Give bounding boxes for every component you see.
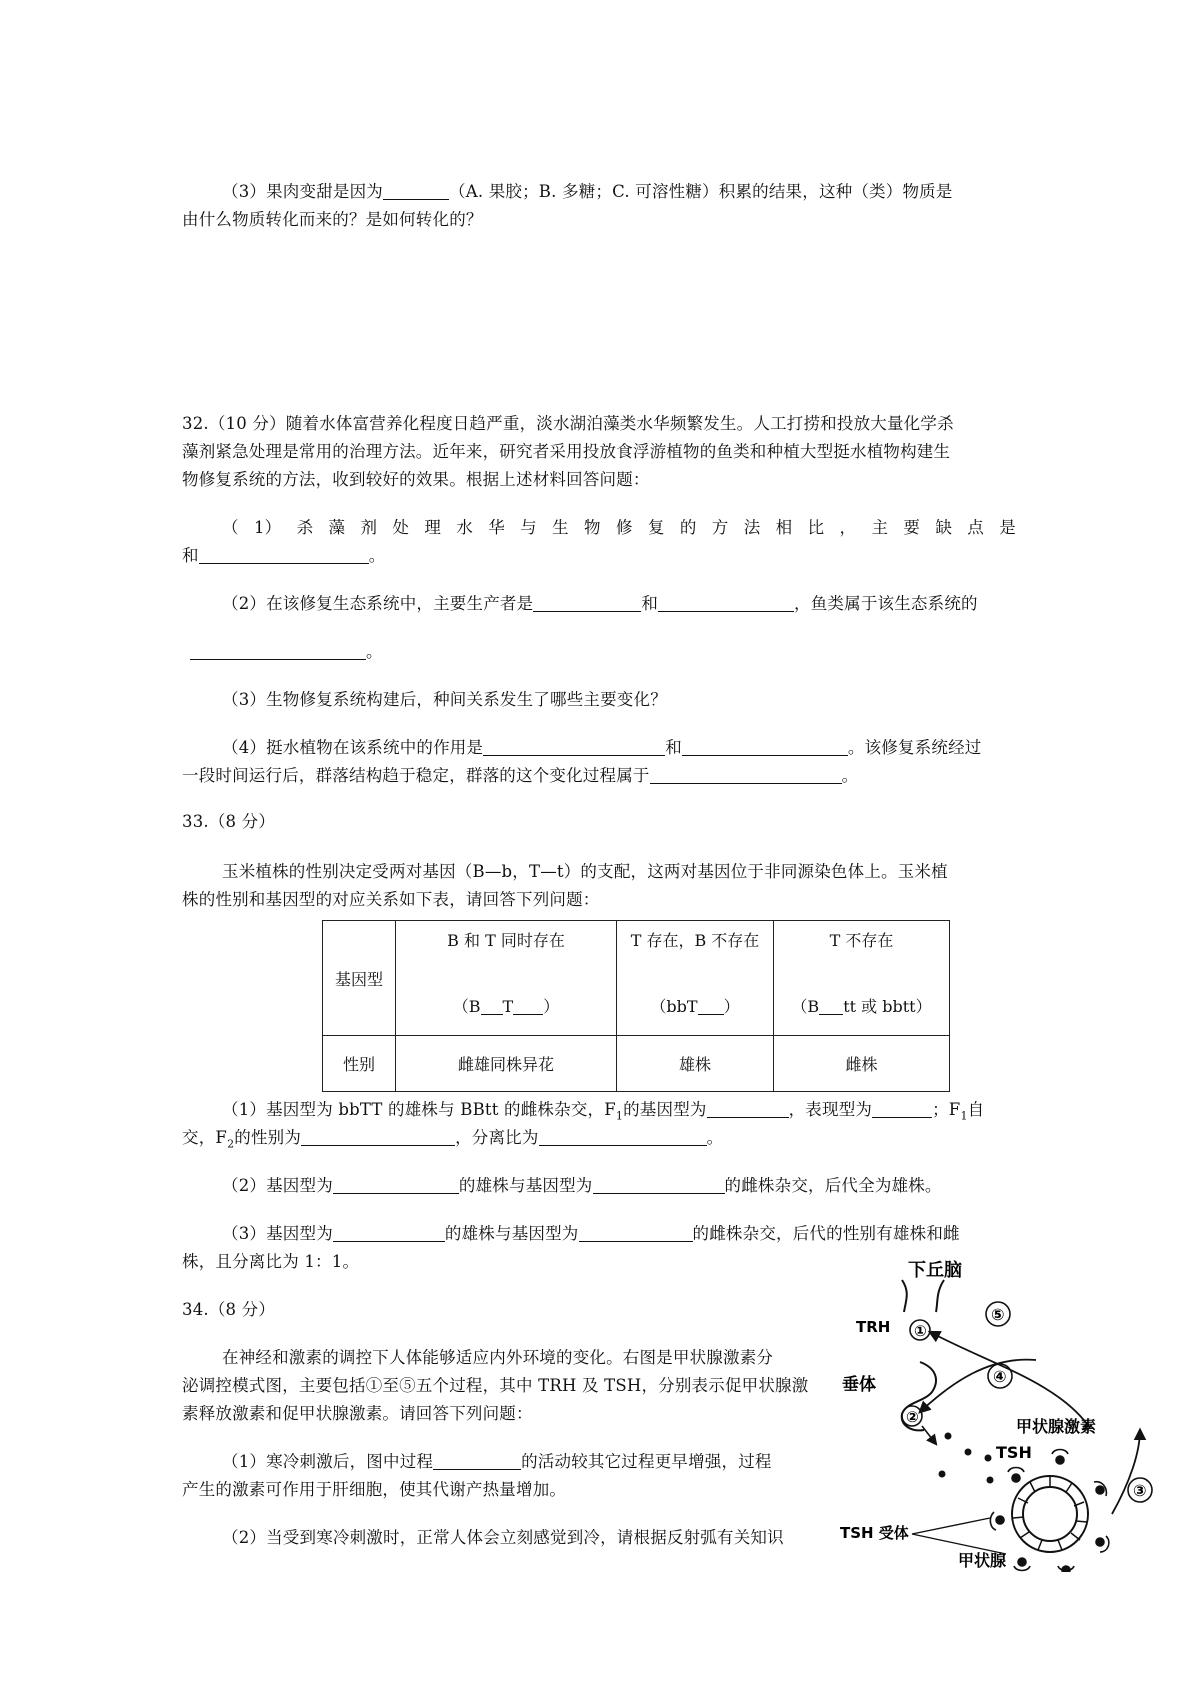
answer-blank[interactable] xyxy=(682,738,848,756)
table-row-label-sex: 性别 xyxy=(323,1036,396,1092)
q32-sub1-line2: 和 。 xyxy=(182,546,386,565)
spread-char: 1） xyxy=(253,518,282,537)
q31-3-line1: （3）果肉变甜是因为 （A. 果胶；B. 多糖；C. 可溶性糖）积累的结果，这种（类）物质是 xyxy=(222,182,953,201)
q33-intro-line1: 玉米植株的性别决定受两对基因（B—b，T—t）的支配，这两对基因位于非同源染色体上。玉米植 xyxy=(222,862,948,881)
q33-sub2: （2）基因型为 的雄株与基因型为 的雌株杂交，后代全为雄株。 xyxy=(222,1176,942,1195)
answer-blank[interactable] xyxy=(199,546,369,564)
spread-char: 华 xyxy=(488,518,505,537)
arrow-2 xyxy=(922,1426,936,1444)
spread-char: 复 xyxy=(647,518,665,537)
spread-char: 点 xyxy=(967,518,984,537)
thyroid-label: 甲状腺 xyxy=(958,1551,1007,1570)
spread-char: 藻 xyxy=(328,518,346,537)
spread-char: 与 xyxy=(520,518,537,537)
answer-blank[interactable] xyxy=(483,738,665,756)
spread-char: 比 xyxy=(807,518,825,537)
q32-sub4-line2: 一段时间运行后，群落结构趋于稳定，群落的这个变化过程属于 。 xyxy=(182,766,859,785)
tsh-receptors xyxy=(990,1450,1109,1573)
step-2-label: ② xyxy=(906,1408,919,1426)
table-cell: T 不存在 （B tt 或 bbtt） xyxy=(774,921,950,1036)
q32-sub3: （3）生物修复系统构建后，种间关系发生了哪些主要变化？ xyxy=(222,690,667,709)
spread-char: ， xyxy=(839,518,857,537)
step-1-label: ① xyxy=(914,1322,927,1340)
tsh-dot xyxy=(939,1471,946,1478)
step-5-label: ⑤ xyxy=(991,1305,1005,1324)
answer-blank[interactable] xyxy=(481,997,503,1015)
q32-sub2-line2: 。 xyxy=(190,638,383,662)
spread-char: 修 xyxy=(615,518,633,537)
table-cell: 雌雄同株异花 xyxy=(396,1036,617,1092)
q32-sub4-line1: （4）挺水植物在该系统中的作用是 和 。该修复系统经过 xyxy=(222,738,982,757)
table-row-label-genotype: 基因型 xyxy=(323,921,396,1036)
q33-intro-line2: 株的性别和基因型的对应关系如下表，请回答下列问题： xyxy=(182,890,600,909)
spread-char: 是 xyxy=(999,518,1016,537)
answer-blank[interactable] xyxy=(533,594,641,612)
q33-sub1-line2: 交，$F_2$的性别为 ，分离比为 。 xyxy=(182,1128,724,1151)
answer-blank[interactable] xyxy=(579,1224,693,1242)
tsh-dot xyxy=(945,1433,952,1440)
spread-char: 生 xyxy=(552,518,569,537)
step-4-label: ④ xyxy=(993,1367,1007,1386)
spread-char: 杀 xyxy=(296,518,314,537)
tsh-receptor-label: TSH 受体 xyxy=(840,1524,909,1542)
answer-blank[interactable] xyxy=(707,1100,789,1118)
answer-blank[interactable] xyxy=(383,182,449,200)
q33-sub3-line2: 株，且分离比为 1：1。 xyxy=(182,1252,360,1271)
spread-char: 主 xyxy=(871,518,889,537)
table-cell: 雌株 xyxy=(774,1036,950,1092)
q32-sub2-line1: （2）在该修复生态系统中，主要生产者是 和 ，鱼类属于该生态系统的 xyxy=(222,594,978,613)
spread-char: 剂 xyxy=(360,518,378,537)
q34-sub1-line2: 产生的激素可作用于肝细胞，使其代谢产热量增加。 xyxy=(182,1480,567,1499)
thyroid-hormone-label: 甲状腺激素 xyxy=(1016,1417,1097,1436)
pituitary-label: 垂体 xyxy=(842,1375,876,1395)
q32-stem-line2: 藻剂紧急处理是常用的治理方法。近年来，研究者采用投放食浮游植物的鱼类和种植大型挺水植物构建生 xyxy=(182,442,951,461)
spread-char: 水 xyxy=(456,518,473,537)
spread-char: 的 xyxy=(679,518,697,537)
q34-stem-line3: 素释放激素和促甲状腺激素。请回答下列问题： xyxy=(182,1404,533,1423)
tsh-dot xyxy=(987,1477,994,1484)
table-cell: B 和 T 同时存在 （B T ） xyxy=(396,921,617,1036)
q33-sub1-line1: （1）基因型为 bbTT 的雄株与 BBtt 的雌株杂交，$F_1$的基因型为 ，表现型为 ；$F_1$自 xyxy=(222,1100,985,1123)
q33-sub3-line1: （3）基因型为 的雄株与基因型为 的雌株杂交，后代的性别有雄株和雌 xyxy=(222,1224,960,1243)
q32-stem-line1: 32.（10 分）随着水体富营养化程度日趋严重，淡水湖泊藻类水华频繁发生。人工打捞和投放大量化学杀 xyxy=(182,414,954,433)
q33-heading: 33.（8 分） xyxy=(182,812,276,831)
answer-blank[interactable] xyxy=(433,1452,521,1470)
answer-blank[interactable] xyxy=(698,997,724,1015)
answer-blank[interactable] xyxy=(650,766,842,784)
genotype-table xyxy=(322,920,950,1092)
tsh-dot xyxy=(985,1455,992,1462)
spread-char: 理 xyxy=(424,518,442,537)
answer-blank[interactable] xyxy=(301,1128,455,1146)
spread-char: 法 xyxy=(743,518,761,537)
thyroid-follicle-inner xyxy=(1023,1487,1077,1541)
answer-blank[interactable] xyxy=(872,1100,932,1118)
answer-blank[interactable] xyxy=(593,1176,725,1194)
q32-stem-line3: 物修复系统的方法，收到较好的效果。根据上述材料回答问题： xyxy=(182,470,650,489)
hypothalamus-label: 下丘脑 xyxy=(908,1260,962,1281)
tsh-dot xyxy=(965,1449,972,1456)
q32-sub1-line1 xyxy=(222,514,1016,538)
spread-char: 要 xyxy=(903,518,921,537)
spread-char: 物 xyxy=(584,518,601,537)
spread-char: 缺 xyxy=(935,518,953,537)
q31-3-line2: 由什么物质转化而来的？是如何转化的？ xyxy=(182,210,483,229)
spread-char: 相 xyxy=(775,518,793,537)
spread-char: 方 xyxy=(711,518,729,537)
q34-heading: 34.（8 分） xyxy=(182,1300,276,1319)
receptor-pointer-lines xyxy=(912,1518,1006,1554)
table-cell: 雄株 xyxy=(617,1036,774,1092)
spread-char: 处 xyxy=(392,518,410,537)
q34-stem-line2: 泌调控模式图，主要包括①至⑤五个过程，其中 TRH 及 TSH，分别表示促甲状腺激 xyxy=(182,1376,809,1395)
trh-label: TRH xyxy=(856,1318,891,1336)
answer-blank[interactable] xyxy=(819,997,843,1015)
spread-char: （ xyxy=(222,518,239,537)
hypothalamus-shape xyxy=(902,1280,944,1312)
arrow-5 xyxy=(930,1332,1090,1428)
arrow-4 xyxy=(920,1360,1036,1412)
step-3-label: ③ xyxy=(1133,1481,1147,1500)
table-cell: T 存在，B 不存在 （bbT ） xyxy=(617,921,774,1036)
answer-blank[interactable] xyxy=(513,997,543,1015)
answer-blank[interactable] xyxy=(658,594,794,612)
answer-blank[interactable] xyxy=(333,1224,445,1242)
q34-stem-line1: 在神经和激素的调控下人体能够适应内外环境的变化。右图是甲状腺激素分 xyxy=(222,1348,774,1367)
tsh-label: TSH xyxy=(996,1443,1032,1462)
thyroid-regulation-diagram xyxy=(840,1252,1180,1572)
q34-sub1-line1: （1）寒冷刺激后，图中过程 的活动较其它过程更早增强，过程 xyxy=(222,1452,772,1471)
answer-blank[interactable] xyxy=(333,1176,459,1194)
answer-blank[interactable] xyxy=(190,642,366,660)
answer-blank[interactable] xyxy=(539,1128,707,1146)
q34-sub2: （2）当受到寒冷刺激时，正常人体会立刻感觉到冷，请根据反射弧有关知识 xyxy=(222,1528,784,1547)
